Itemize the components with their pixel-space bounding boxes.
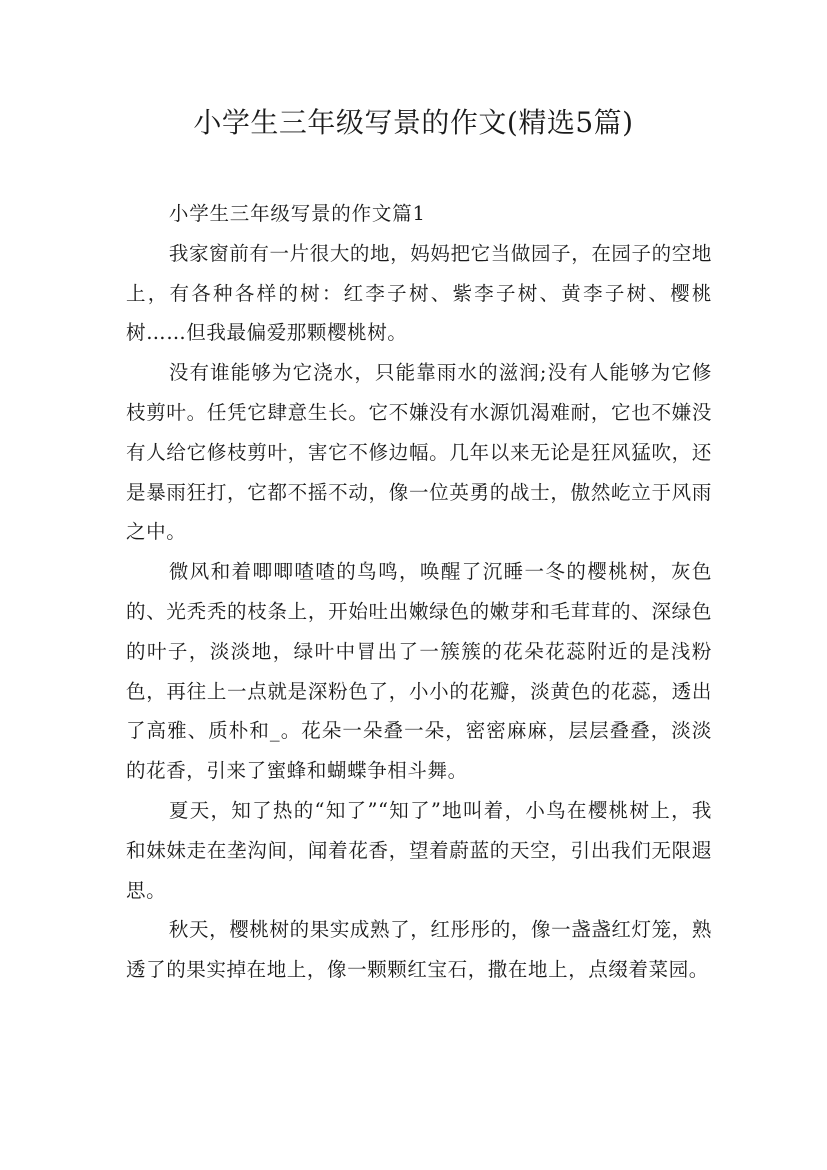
paragraph: 我家窗前有一片很大的地，妈妈把它当做园子，在园子的空地上，有各种各样的树：红李子树、紫李子树、黄李子树、樱桃树……但我最偏爱那颗樱桃树。 <box>126 241 712 345</box>
paragraph: 微风和着唧唧喳喳的鸟鸣，唤醒了沉睡一冬的樱桃树，灰色的、光秃秃的枝条上，开始吐出嫩绿色的嫩芽和毛茸茸的、深绿色的叶子，淡淡地，绿叶中冒出了一簇簇的花朵花蕊附近的是浅粉色，再往上一点就是深粉色了，小小的花瓣，淡黄色的花蕊，透出了高雅、质朴和_。花朵一朵叠一朵，密密麻麻，层层叠叠，淡淡的花香，引来了蜜蜂和蝴蝶争相斗舞。 <box>126 560 712 783</box>
paragraph: 秋天，樱桃树的果实成熟了，红彤彤的，像一盏盏红灯笼，熟透了的果实掉在地上，像一颗颗红宝石，撒在地上，点缀着菜园。 <box>126 918 712 982</box>
paragraph: 没有谁能够为它浇水，只能靠雨水的滋润;没有人能够为它修枝剪叶。任凭它肆意生长。它不嫌没有水源饥渴难耐，它也不嫌没有人给它修枝剪叶，害它不修边幅。几年以来无论是狂风猛吹，还是暴雨狂打，它都不摇不动，像一位英勇的战士，傲然屹立于风雨之中。 <box>126 361 712 544</box>
document-body <box>126 194 712 990</box>
section-heading: 小学生三年级写景的作文篇1 <box>168 202 426 225</box>
paragraph: 夏天，知了热的“知了”“知了”地叫着，小鸟在樱桃树上，我和妹妹走在垄沟间，闻着花香，望着蔚蓝的天空，引出我们无限遐思。 <box>126 798 712 902</box>
document-title: 小学生三年级写景的作文(精选5篇) <box>193 106 634 139</box>
